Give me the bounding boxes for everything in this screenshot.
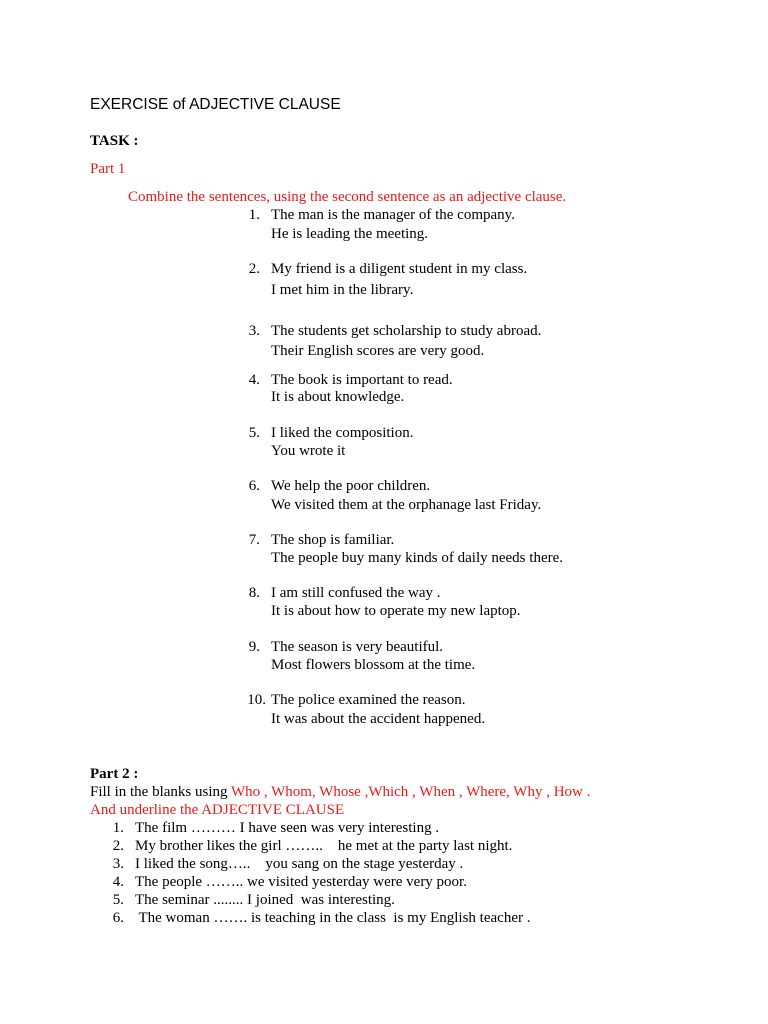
item-sentence: The woman ……. is teaching in the class is my English teacher .	[135, 910, 531, 926]
item-sentence-2: You wrote it	[271, 443, 346, 459]
item-number: 2.	[248, 261, 260, 277]
item-number: 1.	[248, 207, 260, 223]
item-number: 9.	[248, 639, 260, 655]
item-sentence: The seminar ........ I joined was interesting.	[135, 892, 395, 908]
item-sentence-2: The people buy many kinds of daily needs there.	[271, 550, 564, 566]
item-sentence-1: The book is important to read.	[271, 372, 453, 388]
item-number: 1.	[112, 820, 124, 836]
item-number: 6.	[112, 910, 124, 926]
instruction-prefix: Fill in the blanks using	[90, 784, 231, 800]
item-sentence-1: We help the poor children.	[271, 478, 431, 494]
item-sentence: I liked the song….. you sang on the stage yesterday .	[135, 856, 464, 872]
item-number: 10.	[247, 692, 266, 708]
item-sentence: My brother likes the girl …….. he met at the party last night.	[135, 838, 513, 854]
part1-instruction: Combine the sentences, using the second sentence as an adjective clause.	[128, 189, 567, 205]
item-sentence-1: The students get scholarship to study abroad.	[271, 323, 542, 339]
item-sentence-2: We visited them at the orphanage last Friday.	[271, 497, 542, 513]
item-sentence-1: The shop is familiar.	[271, 532, 395, 548]
item-number: 5.	[248, 425, 260, 441]
item-number: 2.	[112, 838, 124, 854]
task-label: TASK :	[90, 133, 139, 149]
item-sentence-2: Most flowers blossom at the time.	[271, 657, 476, 673]
item-sentence-2: Their English scores are very good.	[271, 343, 485, 359]
item-sentence-2: It is about knowledge.	[271, 389, 405, 405]
item-sentence-2: It is about how to operate my new laptop.	[271, 603, 521, 619]
item-sentence-1: I liked the composition.	[271, 425, 414, 441]
item-number: 8.	[248, 585, 260, 601]
item-sentence-2: It was about the accident happened.	[271, 711, 486, 727]
item-sentence-1: The season is very beautiful.	[271, 639, 444, 655]
item-number: 3.	[112, 856, 124, 872]
part1-heading: Part 1	[90, 161, 126, 177]
relative-pronouns: Who , Whom, Whose ,Which , When , Where, Why , How .	[230, 784, 591, 800]
item-number: 5.	[112, 892, 124, 908]
item-sentence: The film ……… I have seen was very interesting .	[135, 820, 440, 836]
item-number: 4.	[112, 874, 124, 890]
item-sentence-2: He is leading the meeting.	[271, 226, 429, 242]
item-sentence-1: The police examined the reason.	[271, 692, 466, 708]
item-number: 7.	[248, 532, 260, 548]
item-sentence-2: I met him in the library.	[271, 282, 414, 298]
item-number: 6.	[248, 478, 260, 494]
item-number: 3.	[248, 323, 260, 339]
item-sentence-1: The man is the manager of the company.	[271, 207, 515, 223]
part2-heading: Part 2 :	[90, 766, 139, 782]
part2-instruction	[90, 783, 590, 801]
item-sentence-1: My friend is a diligent student in my class.	[271, 261, 528, 277]
item-sentence-1: I am still confused the way .	[271, 585, 441, 601]
item-sentence: The people …….. we visited yesterday were very poor.	[135, 874, 467, 890]
exercise-title: EXERCISE of ADJECTIVE CLAUSE	[90, 96, 341, 113]
part2-instruction-line2: And underline the ADJECTIVE CLAUSE	[90, 802, 345, 818]
item-number: 4.	[248, 372, 260, 388]
